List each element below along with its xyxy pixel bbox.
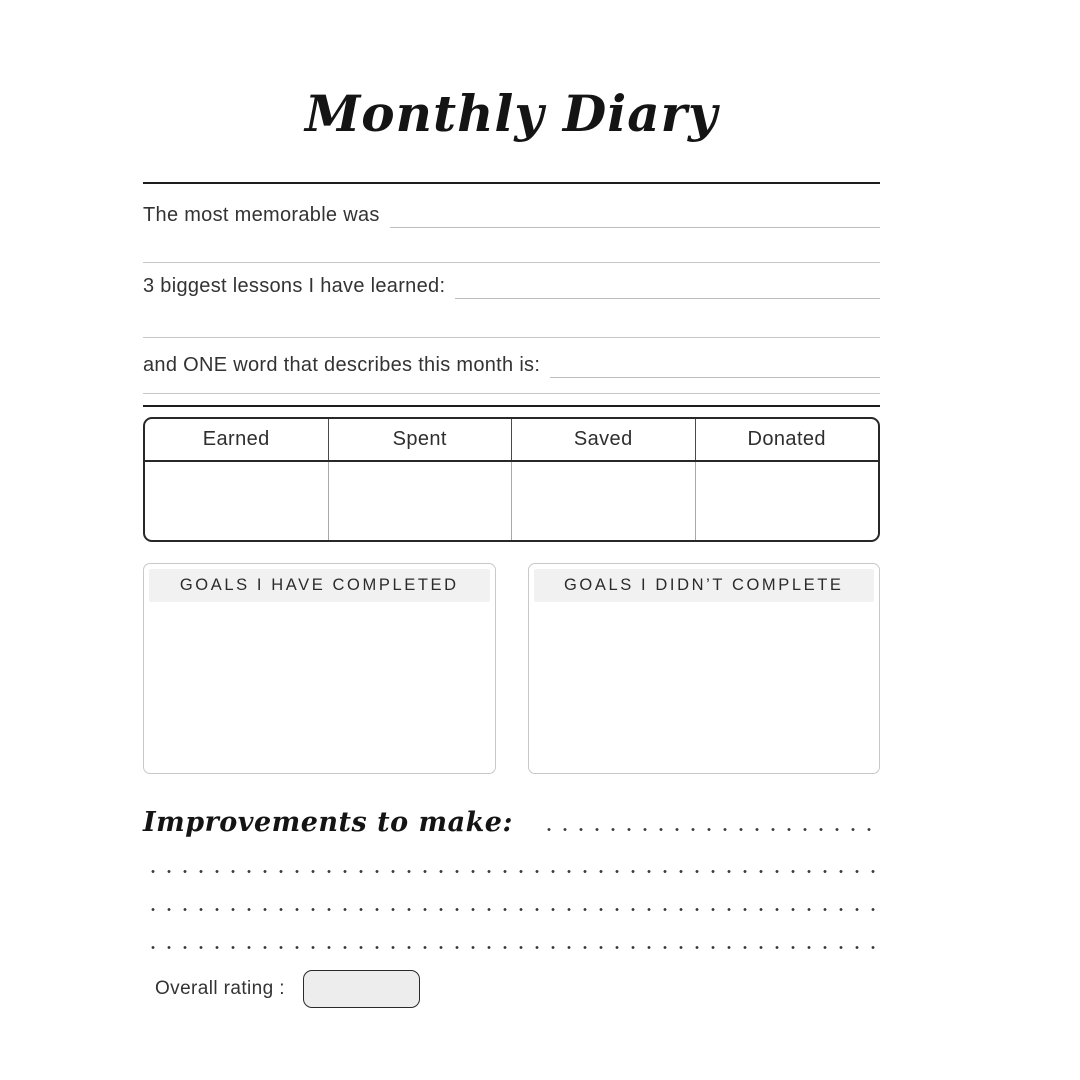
- finance-cell-saved[interactable]: [512, 462, 696, 540]
- finance-cell-earned[interactable]: [145, 462, 329, 540]
- goals-completed-area[interactable]: [149, 602, 490, 762]
- finance-table-body: [145, 462, 878, 540]
- finance-cell-spent[interactable]: [329, 462, 513, 540]
- goals-not-completed-title: GOALS I DIDN’T COMPLETE: [534, 569, 875, 602]
- prompt-memorable: [143, 204, 880, 230]
- finance-header-spent: Spent: [329, 419, 513, 460]
- goals-not-completed-box: [528, 563, 881, 774]
- prompt-one-word: [143, 354, 880, 380]
- finance-cell-donated[interactable]: [696, 462, 879, 540]
- dotted-writing-line[interactable]: [143, 945, 880, 950]
- prompt-lessons-label: 3 biggest lessons I have learned:: [143, 275, 446, 297]
- page-title: Monthly Diary: [304, 84, 719, 143]
- finance-table-header: [145, 419, 878, 462]
- section-divider: [143, 405, 880, 407]
- prompt-one-word-label: and ONE word that describes this month is:: [143, 354, 541, 376]
- finance-header-donated: Donated: [747, 428, 826, 450]
- improvements-section: [143, 798, 880, 836]
- improvements-label: Improvements to make:: [143, 807, 513, 838]
- prompt-lessons: [143, 275, 880, 301]
- overall-rating-row: [143, 970, 880, 1008]
- prompt-lessons-write-line[interactable]: [455, 297, 880, 299]
- prompt-memorable-write-line[interactable]: [390, 226, 880, 228]
- prompt-memorable-label: The most memorable was: [143, 204, 380, 226]
- diary-sheet: [143, 0, 880, 1008]
- finance-header-earned: Earned: [145, 419, 329, 460]
- ruled-write-line[interactable]: [143, 262, 880, 263]
- goals-completed-title: GOALS I HAVE COMPLETED: [149, 569, 490, 602]
- dotted-writing-line[interactable]: [539, 827, 880, 832]
- goals-completed-box: [143, 563, 496, 774]
- goals-section: [143, 563, 880, 774]
- overall-rating-label: Overall rating :: [155, 978, 285, 999]
- finance-table: [143, 417, 880, 542]
- goals-not-completed-area[interactable]: [534, 602, 875, 762]
- ruled-write-line[interactable]: [143, 393, 880, 394]
- ruled-write-line[interactable]: [143, 337, 880, 338]
- dotted-writing-line[interactable]: [143, 907, 880, 912]
- finance-header-saved: Saved: [512, 419, 696, 460]
- prompt-one-word-write-line[interactable]: [550, 376, 880, 378]
- dotted-writing-line[interactable]: [143, 869, 880, 874]
- title-divider: [143, 182, 880, 184]
- overall-rating-box[interactable]: [303, 970, 420, 1008]
